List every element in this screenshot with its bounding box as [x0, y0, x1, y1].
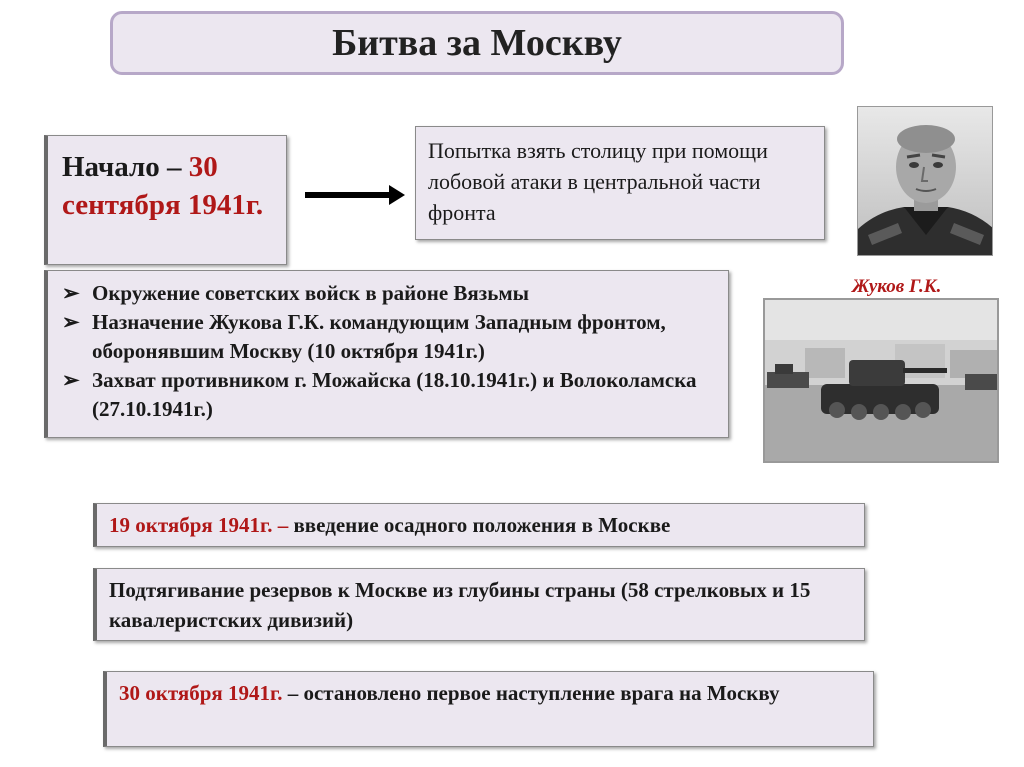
- siege-box: [93, 503, 865, 547]
- bullet-arrow-icon: ➢: [62, 310, 80, 334]
- bullet-arrow-icon: ➢: [62, 281, 80, 305]
- start-date: 30 сентября 1941г.: [62, 151, 264, 221]
- tanks-photo-image: [763, 298, 999, 463]
- page-title: Битва за Москву: [332, 22, 622, 64]
- siege-text: введение осадного положения в Москве: [288, 513, 671, 537]
- zhukov-portrait-image: [857, 106, 993, 256]
- attempt-box: [415, 126, 825, 240]
- list-item: ➢ Захват противником г. Можайска (18.10.1941г.) и Волоколамска (27.10.1941г.): [62, 368, 697, 421]
- offensive-stopped-box: [103, 671, 874, 747]
- events-list: [58, 279, 718, 424]
- bullet-arrow-icon: ➢: [62, 368, 80, 392]
- start-box: [44, 135, 287, 265]
- reserves-text: Подтягивание резервов к Москве из глубины страны (58 стрелковых и 15 кавалеристских дивизий): [109, 578, 811, 632]
- portrait-caption: Жуков Г.К.: [852, 276, 942, 297]
- start-label: Начало –: [62, 151, 189, 183]
- attempt-text: Попытка взять столицу при помощи лобовой атаки в центральной части фронта: [428, 138, 768, 225]
- offensive-stopped-text: – остановлено первое наступление врага на Москву: [282, 681, 780, 705]
- offensive-stopped-date: 30 октября 1941г.: [119, 681, 283, 705]
- title-banner: [110, 11, 844, 75]
- list-item: ➢ Назначение Жукова Г.К. командующим Западным фронтом, оборонявшим Москву (10 октября 1941г.): [62, 310, 666, 363]
- siege-date: 19 октября 1941г. –: [109, 513, 289, 537]
- events-list-box: [44, 270, 729, 438]
- reserves-box: [93, 568, 865, 641]
- right-arrow-icon: [305, 184, 405, 206]
- list-item: ➢ Окружение советских войск в районе Вязьмы: [58, 279, 718, 308]
